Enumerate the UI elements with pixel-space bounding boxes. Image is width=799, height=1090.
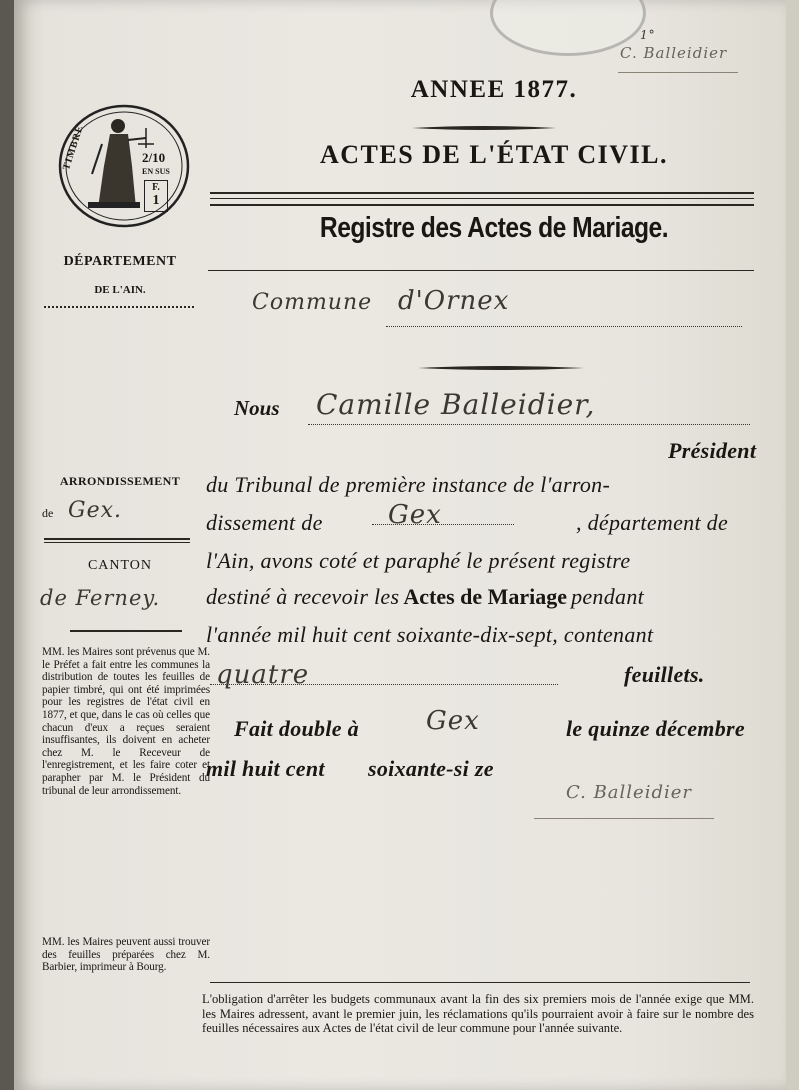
nous-value: Camille Balleidier, bbox=[316, 388, 596, 421]
body-line-4c: pendant bbox=[571, 584, 645, 609]
heading-rule-3 bbox=[210, 204, 754, 206]
nous-line bbox=[308, 424, 750, 425]
body-line-5: l'année mil huit cent soixante-dix-sept, contenant bbox=[206, 622, 654, 647]
commune-value: d'Ornex bbox=[398, 286, 510, 316]
ornament-2 bbox=[418, 358, 584, 364]
commune-label: Commune bbox=[252, 290, 373, 315]
canton-label: CANTON bbox=[87, 558, 153, 573]
body-line-4b: Actes de Mariage bbox=[403, 584, 568, 609]
body-line-2a: dissement de bbox=[206, 510, 323, 535]
fait-date-text: le quinze décembre bbox=[566, 716, 745, 741]
canton-rule bbox=[70, 630, 182, 632]
arrondissement-rule-2 bbox=[44, 542, 190, 543]
signature-flourish bbox=[534, 818, 714, 819]
ornament-1 bbox=[412, 118, 556, 122]
actes-heading: ACTES DE L'ÉTAT CIVIL. bbox=[320, 140, 668, 169]
stamp-sub: EN SUS bbox=[142, 167, 170, 176]
stamp-seal bbox=[58, 104, 190, 228]
last-line-a: mil huit cent bbox=[206, 756, 325, 781]
heading-rule-2 bbox=[210, 198, 754, 199]
sheet-count-line bbox=[210, 684, 558, 685]
stamp-franc: F. bbox=[152, 182, 160, 193]
footer-notice: L'obligation d'arrêter les budgets communaux avant la fin des six premiers mois de l'année exige que MM. les Maires adressent, avant le premier juin, les réclamations qu'ils pourraient avoir à faire sur le nombre des feuilles nécessaires aux Actes de l'état civil de leur commune pour l'année suivante. bbox=[202, 992, 754, 1035]
last-line-b: soixante-si ze bbox=[368, 756, 494, 781]
nous-word: Nous bbox=[234, 396, 280, 420]
corner-signature-line bbox=[618, 72, 738, 73]
sheet-count-value: quatre bbox=[216, 660, 310, 690]
fait-double-label: Fait double à bbox=[234, 716, 359, 741]
arrondissement-de: de bbox=[42, 506, 54, 520]
arrondissement-rule-1 bbox=[44, 538, 190, 540]
corner-signature: C. Balleidier bbox=[620, 44, 728, 62]
stamp-franc-box bbox=[144, 180, 168, 212]
arrondissement-label: ARRONDISSEMENT bbox=[59, 474, 181, 488]
body-line-2b: , département de bbox=[576, 510, 729, 535]
stamp-price: 2/10 bbox=[142, 150, 166, 165]
folio-number: 1° bbox=[640, 28, 656, 42]
arrondissement-value: Gex. bbox=[68, 498, 122, 523]
stamp-seal-icon bbox=[58, 104, 190, 228]
canton-value: de Ferney. bbox=[40, 586, 161, 610]
body-line-1: du Tribunal de première instance de l'arron- bbox=[206, 472, 611, 497]
arrondissement-place-line bbox=[372, 524, 514, 525]
president-signature: C. Balleidier bbox=[566, 782, 692, 803]
footer-rule bbox=[210, 982, 750, 983]
arrondissement-place: Gex bbox=[388, 500, 442, 530]
department-divider bbox=[44, 306, 194, 308]
heading-rule-1 bbox=[210, 192, 754, 194]
body-line-3: l'Ain, avons coté et paraphé le présent registre bbox=[206, 548, 631, 573]
feuillets-word: feuillets. bbox=[624, 662, 705, 687]
year-heading: ANNEE 1877. bbox=[410, 76, 578, 103]
body-line-4 bbox=[206, 584, 644, 610]
president-word: Président bbox=[668, 438, 757, 463]
notice-mayors-sheets: MM. les Maires peuvent aussi trouver des feuilles préparées chez M. Barbier, imprimeur à Bourg. bbox=[42, 936, 210, 974]
notice-mayors-paper: MM. les Maires sont prévenus que M. le Préfet a fait entre les communes la distribution de toutes les feuilles de papier timbré, qui ont été imprimées pour les registres de l'état civil en 1877, et que, dans le cas où celles que chacun d'eux a reçues seraient insuffisantes, ils doivent en acheter chez M. le Receveur de l'enregistrement, et les faire coter et parapher par M. le Président du tribunal de leur arrondissement. bbox=[42, 646, 210, 797]
commune-line bbox=[386, 326, 742, 327]
department-value: DE L'AIN. bbox=[94, 284, 146, 296]
fait-place-value: Gex bbox=[426, 706, 480, 736]
register-rule bbox=[208, 270, 754, 271]
register-heading: Registre des Actes de Mariage. bbox=[319, 212, 669, 244]
body-line-4a: destiné à recevoir les bbox=[206, 584, 400, 609]
stamp-franc-num: 1 bbox=[152, 193, 160, 208]
stamp-label: TIMBRE bbox=[61, 123, 86, 172]
register-page bbox=[14, 0, 786, 1090]
department-label: DÉPARTEMENT bbox=[63, 254, 177, 269]
